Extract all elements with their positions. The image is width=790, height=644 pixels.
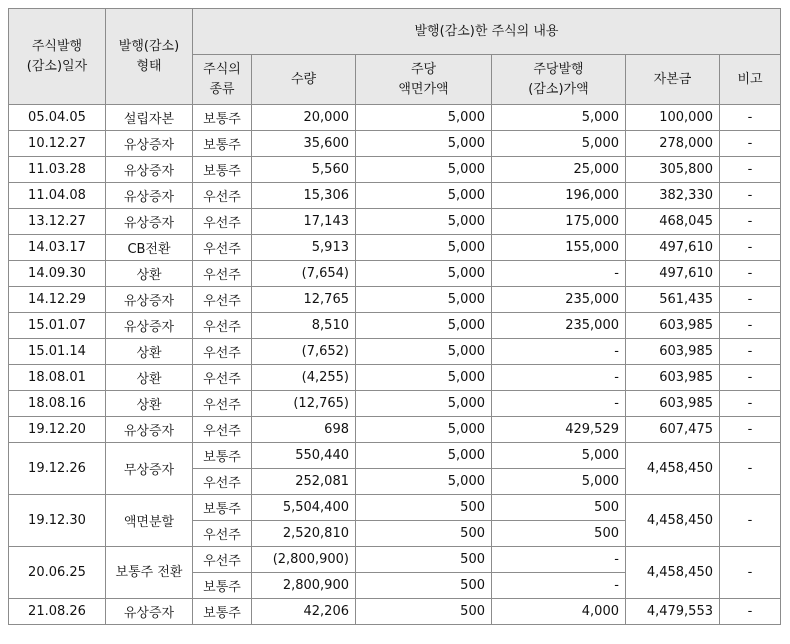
table-row bbox=[9, 391, 781, 417]
cell-date: 15.01.14 bbox=[9, 339, 106, 365]
cell-kind: 보통주 bbox=[193, 573, 252, 599]
header-quantity: 수량 bbox=[252, 55, 356, 105]
cell-par-value: 5,000 bbox=[356, 235, 492, 261]
cell-issue-price: - bbox=[492, 339, 626, 365]
cell-quantity: 42,206 bbox=[252, 599, 356, 625]
cell-note: - bbox=[720, 339, 781, 365]
cell-par-value: 500 bbox=[356, 547, 492, 573]
cell-note: - bbox=[720, 131, 781, 157]
cell-date: 11.04.08 bbox=[9, 183, 106, 209]
cell-type: 상환 bbox=[106, 391, 193, 417]
cell-issue-price: - bbox=[492, 391, 626, 417]
cell-date: 19.12.20 bbox=[9, 417, 106, 443]
cell-quantity: (2,800,900) bbox=[252, 547, 356, 573]
cell-quantity: 15,306 bbox=[252, 183, 356, 209]
cell-par-value: 5,000 bbox=[356, 183, 492, 209]
header-issue-price: 주당발행 (감소)가액 bbox=[492, 55, 626, 105]
cell-date: 13.12.27 bbox=[9, 209, 106, 235]
cell-kind: 우선주 bbox=[193, 547, 252, 573]
cell-par-value: 500 bbox=[356, 521, 492, 547]
cell-date: 15.01.07 bbox=[9, 313, 106, 339]
cell-par-value: 5,000 bbox=[356, 287, 492, 313]
cell-quantity: 8,510 bbox=[252, 313, 356, 339]
cell-issue-price: 5,000 bbox=[492, 469, 626, 495]
cell-note: - bbox=[720, 417, 781, 443]
cell-date: 05.04.05 bbox=[9, 105, 106, 131]
cell-date: 19.12.30 bbox=[9, 495, 106, 547]
cell-kind: 우선주 bbox=[193, 339, 252, 365]
cell-issue-price: 5,000 bbox=[492, 131, 626, 157]
cell-kind: 우선주 bbox=[193, 235, 252, 261]
cell-date: 19.12.26 bbox=[9, 443, 106, 495]
cell-type: 보통주 전환 bbox=[106, 547, 193, 599]
cell-note: - bbox=[720, 313, 781, 339]
cell-par-value: 5,000 bbox=[356, 391, 492, 417]
cell-capital: 468,045 bbox=[626, 209, 720, 235]
cell-note: - bbox=[720, 365, 781, 391]
cell-issue-price: - bbox=[492, 573, 626, 599]
cell-quantity: 35,600 bbox=[252, 131, 356, 157]
cell-type: 유상증자 bbox=[106, 183, 193, 209]
cell-issue-price: 235,000 bbox=[492, 313, 626, 339]
cell-issue-price: 25,000 bbox=[492, 157, 626, 183]
cell-capital: 607,475 bbox=[626, 417, 720, 443]
cell-quantity: (12,765) bbox=[252, 391, 356, 417]
cell-type: 액면분할 bbox=[106, 495, 193, 547]
cell-note: - bbox=[720, 495, 781, 547]
cell-capital: 497,610 bbox=[626, 261, 720, 287]
header-content: 발행(감소)한 주식의 내용 bbox=[193, 9, 781, 55]
cell-par-value: 500 bbox=[356, 573, 492, 599]
cell-note: - bbox=[720, 391, 781, 417]
cell-capital: 603,985 bbox=[626, 313, 720, 339]
table-row bbox=[9, 599, 781, 625]
cell-par-value: 500 bbox=[356, 599, 492, 625]
cell-capital: 4,479,553 bbox=[626, 599, 720, 625]
cell-kind: 우선주 bbox=[193, 209, 252, 235]
cell-capital: 100,000 bbox=[626, 105, 720, 131]
cell-kind: 보통주 bbox=[193, 495, 252, 521]
cell-par-value: 5,000 bbox=[356, 469, 492, 495]
table-row bbox=[9, 209, 781, 235]
cell-par-value: 5,000 bbox=[356, 131, 492, 157]
cell-par-value: 5,000 bbox=[356, 365, 492, 391]
cell-quantity: 17,143 bbox=[252, 209, 356, 235]
cell-date: 18.08.01 bbox=[9, 365, 106, 391]
cell-quantity: 20,000 bbox=[252, 105, 356, 131]
cell-par-value: 5,000 bbox=[356, 443, 492, 469]
cell-date: 18.08.16 bbox=[9, 391, 106, 417]
cell-kind: 우선주 bbox=[193, 183, 252, 209]
cell-type: 유상증자 bbox=[106, 157, 193, 183]
cell-type: 유상증자 bbox=[106, 313, 193, 339]
cell-quantity: 698 bbox=[252, 417, 356, 443]
cell-note: - bbox=[720, 183, 781, 209]
cell-capital: 305,800 bbox=[626, 157, 720, 183]
cell-note: - bbox=[720, 105, 781, 131]
cell-issue-price: 4,000 bbox=[492, 599, 626, 625]
cell-type: 유상증자 bbox=[106, 209, 193, 235]
table-row bbox=[9, 339, 781, 365]
cell-quantity: 12,765 bbox=[252, 287, 356, 313]
cell-note: - bbox=[720, 287, 781, 313]
table-row bbox=[9, 287, 781, 313]
cell-issue-price: 500 bbox=[492, 521, 626, 547]
table-row bbox=[9, 183, 781, 209]
cell-note: - bbox=[720, 547, 781, 599]
table-row bbox=[9, 495, 781, 521]
cell-type: 유상증자 bbox=[106, 287, 193, 313]
cell-quantity: 5,504,400 bbox=[252, 495, 356, 521]
cell-kind: 우선주 bbox=[193, 469, 252, 495]
header-issue-date: 주식발행 (감소)일자 bbox=[9, 9, 106, 105]
capital-history-table bbox=[8, 8, 781, 625]
cell-capital: 278,000 bbox=[626, 131, 720, 157]
cell-date: 14.03.17 bbox=[9, 235, 106, 261]
cell-issue-price: 429,529 bbox=[492, 417, 626, 443]
cell-capital: 4,458,450 bbox=[626, 495, 720, 547]
cell-type: 상환 bbox=[106, 339, 193, 365]
cell-type: CB전환 bbox=[106, 235, 193, 261]
header-share-kind: 주식의 종류 bbox=[193, 55, 252, 105]
cell-date: 10.12.27 bbox=[9, 131, 106, 157]
cell-quantity: (7,652) bbox=[252, 339, 356, 365]
cell-quantity: (4,255) bbox=[252, 365, 356, 391]
header-issue-type: 발행(감소) 형태 bbox=[106, 9, 193, 105]
cell-par-value: 5,000 bbox=[356, 313, 492, 339]
cell-capital: 603,985 bbox=[626, 391, 720, 417]
cell-type: 유상증자 bbox=[106, 131, 193, 157]
table-row bbox=[9, 261, 781, 287]
cell-quantity: 2,520,810 bbox=[252, 521, 356, 547]
cell-kind: 보통주 bbox=[193, 443, 252, 469]
cell-capital: 603,985 bbox=[626, 339, 720, 365]
cell-kind: 보통주 bbox=[193, 131, 252, 157]
table-row bbox=[9, 235, 781, 261]
cell-quantity: 550,440 bbox=[252, 443, 356, 469]
cell-quantity: (7,654) bbox=[252, 261, 356, 287]
cell-par-value: 5,000 bbox=[356, 417, 492, 443]
table-row bbox=[9, 313, 781, 339]
cell-issue-price: 235,000 bbox=[492, 287, 626, 313]
cell-par-value: 5,000 bbox=[356, 339, 492, 365]
cell-issue-price: 5,000 bbox=[492, 443, 626, 469]
cell-quantity: 2,800,900 bbox=[252, 573, 356, 599]
cell-par-value: 5,000 bbox=[356, 209, 492, 235]
cell-issue-price: - bbox=[492, 261, 626, 287]
table-row bbox=[9, 417, 781, 443]
cell-issue-price: 196,000 bbox=[492, 183, 626, 209]
cell-note: - bbox=[720, 157, 781, 183]
header-capital: 자본금 bbox=[626, 55, 720, 105]
cell-date: 14.12.29 bbox=[9, 287, 106, 313]
cell-type: 상환 bbox=[106, 365, 193, 391]
cell-quantity: 5,913 bbox=[252, 235, 356, 261]
cell-kind: 우선주 bbox=[193, 391, 252, 417]
cell-par-value: 500 bbox=[356, 495, 492, 521]
table-body bbox=[9, 105, 781, 625]
cell-kind: 보통주 bbox=[193, 599, 252, 625]
cell-capital: 603,985 bbox=[626, 365, 720, 391]
cell-note: - bbox=[720, 599, 781, 625]
table-row bbox=[9, 365, 781, 391]
cell-issue-price: - bbox=[492, 547, 626, 573]
cell-date: 21.08.26 bbox=[9, 599, 106, 625]
cell-par-value: 5,000 bbox=[356, 261, 492, 287]
cell-issue-price: - bbox=[492, 365, 626, 391]
cell-par-value: 5,000 bbox=[356, 157, 492, 183]
cell-issue-price: 5,000 bbox=[492, 105, 626, 131]
cell-capital: 382,330 bbox=[626, 183, 720, 209]
header-note: 비고 bbox=[720, 55, 781, 105]
cell-kind: 우선주 bbox=[193, 417, 252, 443]
table-row bbox=[9, 547, 781, 573]
cell-type: 유상증자 bbox=[106, 599, 193, 625]
cell-capital: 4,458,450 bbox=[626, 547, 720, 599]
cell-issue-price: 175,000 bbox=[492, 209, 626, 235]
cell-type: 유상증자 bbox=[106, 417, 193, 443]
cell-capital: 497,610 bbox=[626, 235, 720, 261]
cell-kind: 우선주 bbox=[193, 521, 252, 547]
cell-note: - bbox=[720, 261, 781, 287]
table-row bbox=[9, 443, 781, 469]
cell-capital: 561,435 bbox=[626, 287, 720, 313]
cell-issue-price: 155,000 bbox=[492, 235, 626, 261]
cell-kind: 우선주 bbox=[193, 365, 252, 391]
cell-type: 무상증자 bbox=[106, 443, 193, 495]
cell-kind: 우선주 bbox=[193, 313, 252, 339]
table-row bbox=[9, 131, 781, 157]
cell-note: - bbox=[720, 235, 781, 261]
header-par-value: 주당 액면가액 bbox=[356, 55, 492, 105]
cell-type: 상환 bbox=[106, 261, 193, 287]
cell-date: 11.03.28 bbox=[9, 157, 106, 183]
table-row bbox=[9, 157, 781, 183]
cell-note: - bbox=[720, 443, 781, 495]
cell-date: 20.06.25 bbox=[9, 547, 106, 599]
cell-kind: 보통주 bbox=[193, 105, 252, 131]
cell-quantity: 5,560 bbox=[252, 157, 356, 183]
cell-issue-price: 500 bbox=[492, 495, 626, 521]
cell-quantity: 252,081 bbox=[252, 469, 356, 495]
cell-par-value: 5,000 bbox=[356, 105, 492, 131]
cell-date: 14.09.30 bbox=[9, 261, 106, 287]
cell-kind: 보통주 bbox=[193, 157, 252, 183]
table-row bbox=[9, 105, 781, 131]
cell-type: 설립자본 bbox=[106, 105, 193, 131]
cell-capital: 4,458,450 bbox=[626, 443, 720, 495]
cell-note: - bbox=[720, 209, 781, 235]
cell-kind: 우선주 bbox=[193, 261, 252, 287]
cell-kind: 우선주 bbox=[193, 287, 252, 313]
